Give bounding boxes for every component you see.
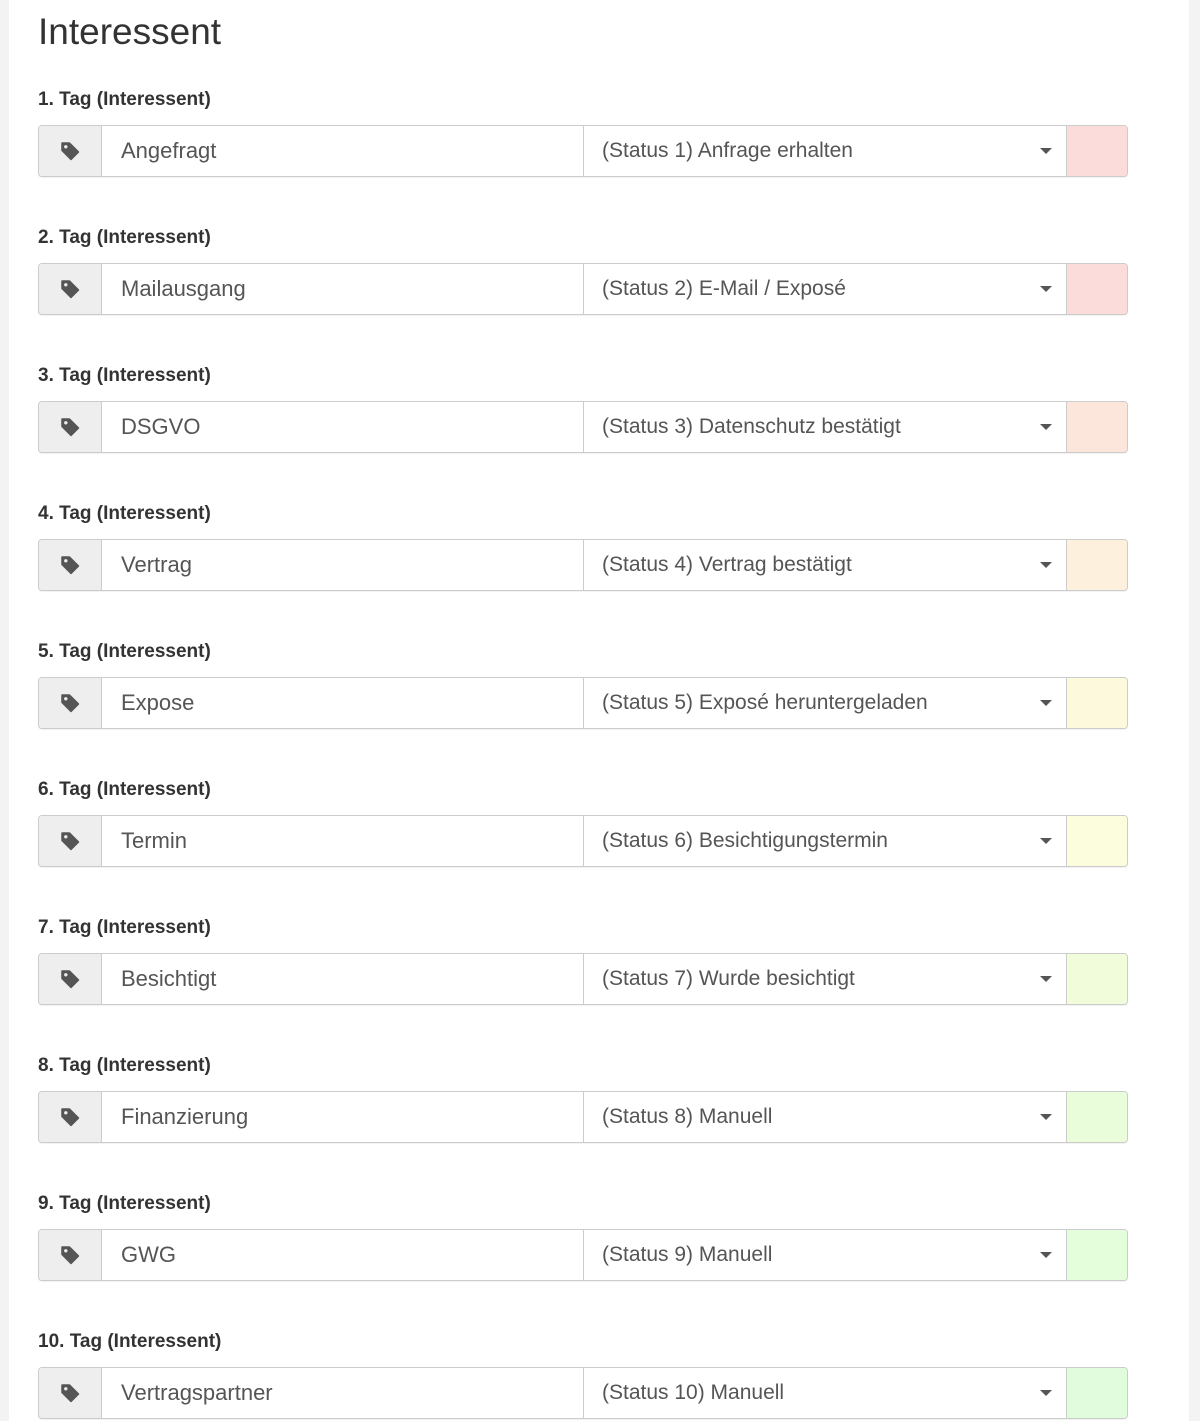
- page-title: Interessent: [38, 11, 222, 52]
- tag-label: 2. Tag (Interessent): [38, 227, 211, 248]
- status-select-value: (Status 8) Manuell: [602, 1105, 773, 1128]
- tag-label: 4. Tag (Interessent): [38, 503, 211, 524]
- status-select[interactable]: [584, 540, 1066, 590]
- tag-input-group: [38, 539, 1128, 591]
- caret-down-icon: [1040, 1114, 1052, 1120]
- caret-down-icon: [1040, 1252, 1052, 1258]
- tag-color-swatch[interactable]: [1066, 1230, 1127, 1280]
- tag-icon-addon: [39, 1230, 102, 1280]
- tag-color-swatch[interactable]: [1066, 264, 1127, 314]
- status-select-value: (Status 3) Datenschutz bestätigt: [602, 415, 901, 438]
- caret-down-icon: [1040, 286, 1052, 292]
- caret-down-icon: [1040, 562, 1052, 568]
- tag-name-input[interactable]: [102, 1092, 584, 1142]
- status-select[interactable]: [584, 402, 1066, 452]
- tag-icon-addon: [39, 126, 102, 176]
- tag-color-swatch[interactable]: [1066, 540, 1127, 590]
- tag-icon: [60, 1245, 80, 1265]
- tag-name-input[interactable]: [102, 678, 584, 728]
- tag-icon: [60, 969, 80, 989]
- tag-color-swatch[interactable]: [1066, 402, 1127, 452]
- tag-icon: [60, 417, 80, 437]
- tag-input-group: [38, 677, 1128, 729]
- tag-form-group-8: [38, 1054, 1128, 1143]
- tag-label: 10. Tag (Interessent): [38, 1331, 222, 1352]
- status-select[interactable]: [584, 954, 1066, 1004]
- tag-input-group: [38, 263, 1128, 315]
- status-select-value: (Status 5) Exposé heruntergeladen: [602, 691, 928, 714]
- tag-color-swatch[interactable]: [1066, 678, 1127, 728]
- tag-input-group: [38, 125, 1128, 177]
- caret-down-icon: [1040, 1390, 1052, 1396]
- tag-form-group-4: [38, 502, 1128, 591]
- tag-color-swatch[interactable]: [1066, 1368, 1127, 1418]
- tag-name-input[interactable]: [102, 264, 584, 314]
- status-select[interactable]: [584, 1368, 1066, 1418]
- tag-color-swatch[interactable]: [1066, 126, 1127, 176]
- tag-name-input[interactable]: [102, 126, 584, 176]
- caret-down-icon: [1040, 424, 1052, 430]
- tag-icon: [60, 279, 80, 299]
- tag-icon-addon: [39, 264, 102, 314]
- caret-down-icon: [1040, 838, 1052, 844]
- tag-form-group-2: [38, 226, 1128, 315]
- tag-icon: [60, 693, 80, 713]
- tag-icon-addon: [39, 1092, 102, 1142]
- tag-label: 8. Tag (Interessent): [38, 1055, 211, 1076]
- caret-down-icon: [1040, 976, 1052, 982]
- tag-icon-addon: [39, 816, 102, 866]
- tag-name-input[interactable]: [102, 954, 584, 1004]
- tag-label: 1. Tag (Interessent): [38, 89, 211, 110]
- tag-color-swatch[interactable]: [1066, 816, 1127, 866]
- tag-icon-addon: [39, 1368, 102, 1418]
- tag-form-group-10: [38, 1330, 1128, 1419]
- status-select-value: (Status 7) Wurde besichtigt: [602, 967, 855, 990]
- tag-name-input[interactable]: [102, 1368, 584, 1418]
- status-select[interactable]: [584, 1092, 1066, 1142]
- tag-input-group: [38, 1229, 1128, 1281]
- tag-input-group: [38, 1091, 1128, 1143]
- tag-label: 7. Tag (Interessent): [38, 917, 211, 938]
- status-select[interactable]: [584, 264, 1066, 314]
- tag-form-group-9: [38, 1192, 1128, 1281]
- tag-form-group-3: [38, 364, 1128, 453]
- tag-name-input[interactable]: [102, 816, 584, 866]
- status-select[interactable]: [584, 1230, 1066, 1280]
- status-select-value: (Status 10) Manuell: [602, 1381, 785, 1404]
- tag-input-group: [38, 815, 1128, 867]
- tag-icon: [60, 1383, 80, 1403]
- tag-name-input[interactable]: [102, 402, 584, 452]
- tag-name-input[interactable]: [102, 1230, 584, 1280]
- tag-color-swatch[interactable]: [1066, 954, 1127, 1004]
- status-select-value: (Status 9) Manuell: [602, 1243, 773, 1266]
- tag-input-group: [38, 1367, 1128, 1419]
- tag-icon: [60, 555, 80, 575]
- status-select-value: (Status 2) E-Mail / Exposé: [602, 277, 846, 300]
- tag-label: 5. Tag (Interessent): [38, 641, 211, 662]
- tag-icon-addon: [39, 678, 102, 728]
- tag-form-group-5: [38, 640, 1128, 729]
- tag-icon: [60, 1107, 80, 1127]
- tag-label: 6. Tag (Interessent): [38, 779, 211, 800]
- tag-form-group-7: [38, 916, 1128, 1005]
- caret-down-icon: [1040, 148, 1052, 154]
- tag-icon: [60, 831, 80, 851]
- tag-label: 3. Tag (Interessent): [38, 365, 211, 386]
- status-select-value: (Status 1) Anfrage erhalten: [602, 139, 853, 162]
- status-select[interactable]: [584, 126, 1066, 176]
- tag-input-group: [38, 953, 1128, 1005]
- status-select-value: (Status 4) Vertrag bestätigt: [602, 553, 852, 576]
- tag-form-group-1: [38, 88, 1128, 177]
- status-select[interactable]: [584, 678, 1066, 728]
- tag-icon: [60, 141, 80, 161]
- tag-form-group-6: [38, 778, 1128, 867]
- tag-icon-addon: [39, 402, 102, 452]
- status-select[interactable]: [584, 816, 1066, 866]
- tag-input-group: [38, 401, 1128, 453]
- caret-down-icon: [1040, 700, 1052, 706]
- tag-icon-addon: [39, 540, 102, 590]
- tag-label: 9. Tag (Interessent): [38, 1193, 211, 1214]
- tag-icon-addon: [39, 954, 102, 1004]
- tag-color-swatch[interactable]: [1066, 1092, 1127, 1142]
- tag-name-input[interactable]: [102, 540, 584, 590]
- status-select-value: (Status 6) Besichtigungstermin: [602, 829, 888, 852]
